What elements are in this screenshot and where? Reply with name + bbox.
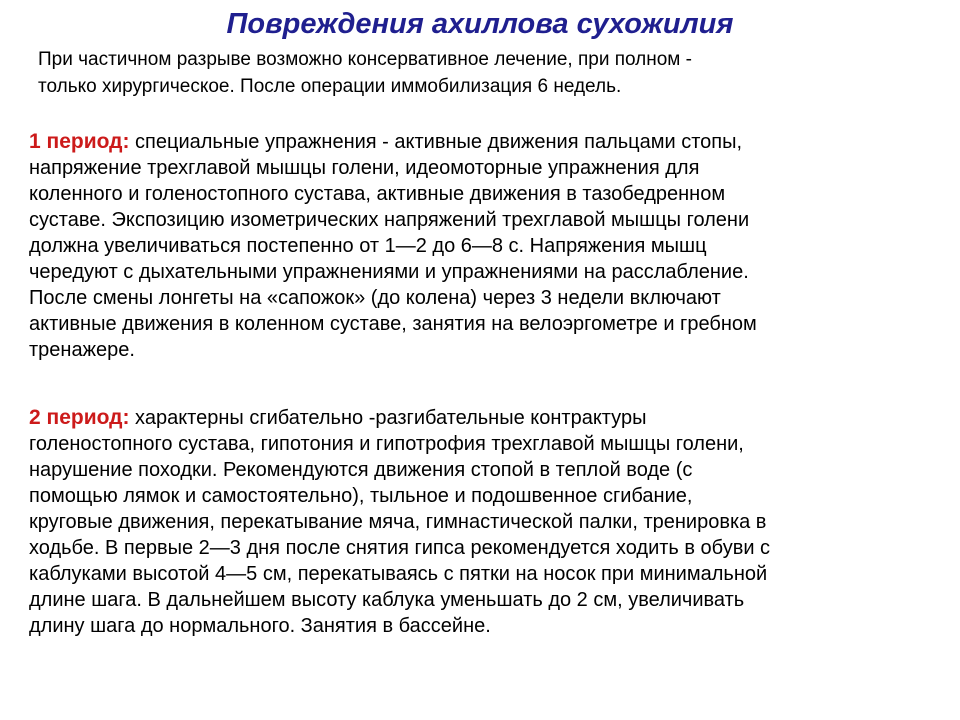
period-1-line: тренажере. — [29, 339, 135, 361]
period-2-heading: 2 период: — [29, 406, 130, 429]
period-1-line: чередуют с дыхательными упражнениями и упражнениями на расслабление. — [29, 261, 749, 283]
period-1-paragraph — [29, 129, 929, 363]
period-2-first-line — [29, 405, 929, 431]
period-1-heading: 1 период: — [29, 130, 130, 153]
period-1-first-line — [29, 129, 929, 155]
intro-line: только хирургическое. После операции иммобилизация 6 недель. — [38, 76, 622, 97]
period-1-line: После смены лонгеты на «сапожок» (до колена) через 3 недели включают — [29, 287, 721, 309]
period-1-first-text: специальные упражнения - активные движения пальцами стопы, — [129, 131, 743, 153]
period-2-line: нарушение походки. Рекомендуются движения стопой в теплой воде (с — [29, 459, 693, 481]
period-2-line: голеностопного сустава, гипотония и гипотрофия трехглавой мышцы голени, — [29, 433, 744, 455]
slide-title: Повреждения ахиллова сухожилия — [226, 8, 734, 40]
period-1-line: должна увеличиваться постепенно от 1—2 до 6—8 с. Напряжения мышц — [29, 235, 707, 257]
period-2-line: длине шага. В дальнейшем высоту каблука уменьшать до 2 см, увеличивать — [29, 589, 745, 611]
period-2-line: каблуками высотой 4—5 см, перекатываясь с пятки на носок при минимальной — [29, 563, 768, 585]
period-2-line: длину шага до нормального. Занятия в бассейне. — [29, 615, 491, 637]
period-2-line: ходьбе. В первые 2—3 дня после снятия гипса рекомендуется ходить в обуви с — [29, 537, 771, 559]
period-2-line: помощью лямок и самостоятельно), тыльное и подошвенное сгибание, — [29, 485, 693, 507]
period-1-line: напряжение трехглавой мышцы голени, идеомоторные упражнения для — [29, 157, 700, 179]
period-2-line: круговые движения, перекатывание мяча, гимнастической палки, тренировка в — [29, 511, 767, 533]
period-1-line: суставе. Экспозицию изометрических напряжений трехглавой мышцы голени — [29, 209, 750, 231]
intro-line: При частичном разрыве возможно консервативное лечение, при полном - — [38, 49, 692, 70]
period-1-line: активные движения в коленном суставе, занятия на велоэргометре и гребном — [29, 313, 757, 335]
intro-paragraph — [38, 46, 918, 100]
period-2-paragraph — [29, 405, 929, 639]
period-1-line: коленного и голеностопного сустава, активные движения в тазобедренном — [29, 183, 726, 205]
period-2-first-text: характерны сгибательно -разгибательные контрактуры — [129, 407, 647, 429]
